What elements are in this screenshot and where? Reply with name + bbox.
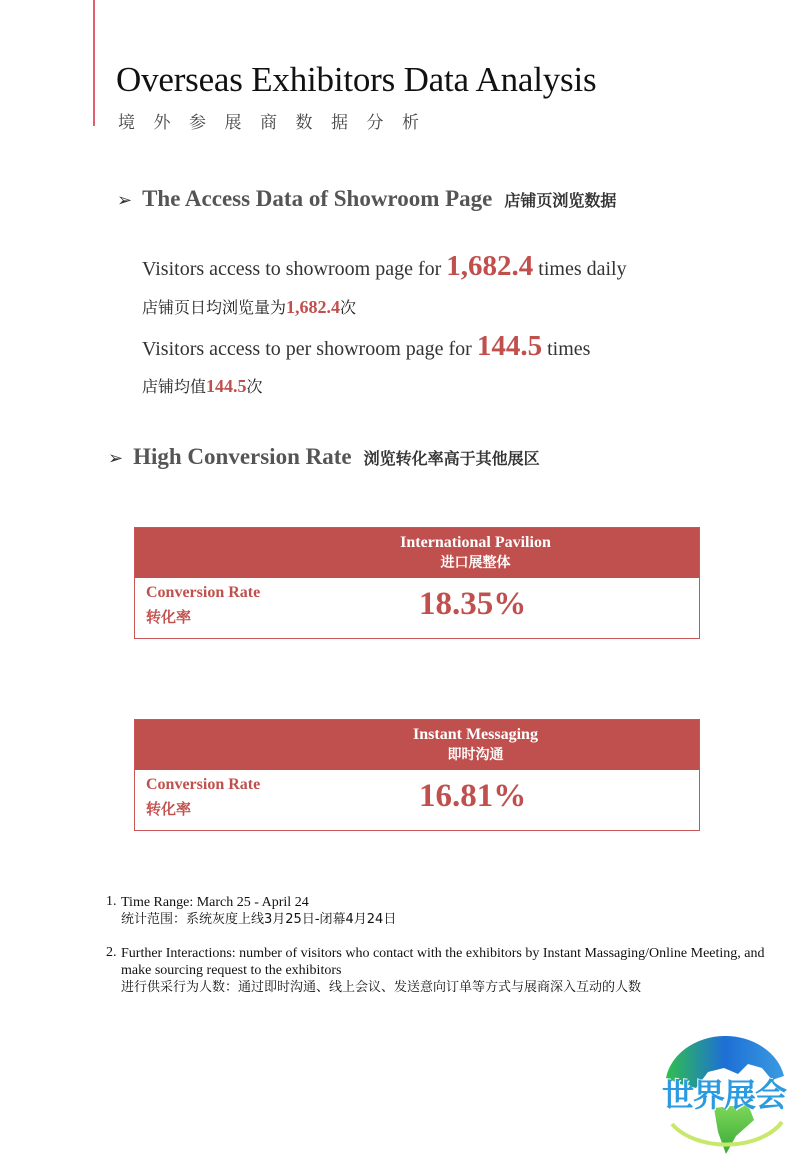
conversion-box-body [135,578,699,638]
conversion-box-header-cn: 即时沟通 [447,747,504,763]
footnote-index: 1. [106,894,117,909]
footnote-text-cn: 进行供采行为人数：通过即时沟通、线上会议、发送意向订单等方式与展商深入互动的人数 [121,980,642,995]
footnote-item [106,894,766,928]
stat-daily-access-cn [142,295,356,318]
stat-value: 1,682.4 [446,250,534,282]
conversion-box-header [135,528,699,578]
page-subtitle: 境外参展商数据分析 [118,113,438,133]
stat-prefix-cn: 店铺均值 [142,377,207,396]
conversion-label-cn: 转化率 [146,608,192,626]
stat-value-cn: 1,682.4 [286,297,341,317]
section-title-cn: 店铺页浏览数据 [504,191,617,210]
arrow-right-icon: ➢ [117,190,133,211]
conversion-box-instant-messaging [134,719,700,831]
stat-per-showroom-en [142,330,590,363]
logo [644,1028,804,1158]
page-title: Overseas Exhibitors Data Analysis [116,60,597,99]
conversion-box-header-cn: 进口展整体 [440,555,511,571]
footnote-text-en: Further Interactions: number of visitors who contact with the exhibitors by Instant Massaging/Online Meeting, and make sourcing request to the exhibitors [121,946,765,978]
stat-daily-access-en [142,250,627,283]
section-heading-conversion [108,444,540,470]
stat-suffix-cn: 次 [340,298,357,317]
section-title-cn: 浏览转化率高于其他展区 [363,449,540,468]
conversion-box-header-en: Instant Messaging [413,726,538,743]
conversion-box-header [135,720,699,770]
conversion-label-en: Conversion Rate [146,584,261,601]
conversion-box-header-en: International Pavilion [400,534,551,551]
stat-suffix-cn: 次 [246,377,263,396]
footnotes [106,894,766,1013]
footnote-index: 2. [106,945,117,960]
stat-prefix-cn: 店铺页日均浏览量为 [142,298,287,317]
conversion-value: 18.35% [419,586,527,622]
section-heading-access [117,186,616,212]
conversion-value: 16.81% [419,778,527,814]
stat-prefix: Visitors access to showroom page for [142,258,442,280]
conversion-label-cn: 转化率 [146,800,192,818]
conversion-box-international-pavilion [134,527,700,639]
stat-value-cn: 144.5 [206,376,247,396]
stat-per-showroom-cn [142,374,263,397]
footnote-text-cn: 统计范围：系统灰度上线3月25日-闭幕4月24日 [121,912,397,927]
logo-text: 世界展会 [661,1076,786,1114]
footnote-text-en: Time Range: March 25 - April 24 [121,895,309,910]
conversion-box-body [135,770,699,830]
stat-suffix: times [547,338,591,360]
stat-suffix: times daily [538,258,627,280]
section-title-en: High Conversion Rate [133,444,352,469]
stat-value: 144.5 [476,330,543,362]
accent-line [93,0,95,126]
section-title-en: The Access Data of Showroom Page [142,186,493,211]
footnote-item [106,945,766,996]
arrow-right-icon: ➢ [108,448,124,469]
conversion-label-en: Conversion Rate [146,776,261,793]
stat-prefix: Visitors access to per showroom page for [142,338,472,360]
